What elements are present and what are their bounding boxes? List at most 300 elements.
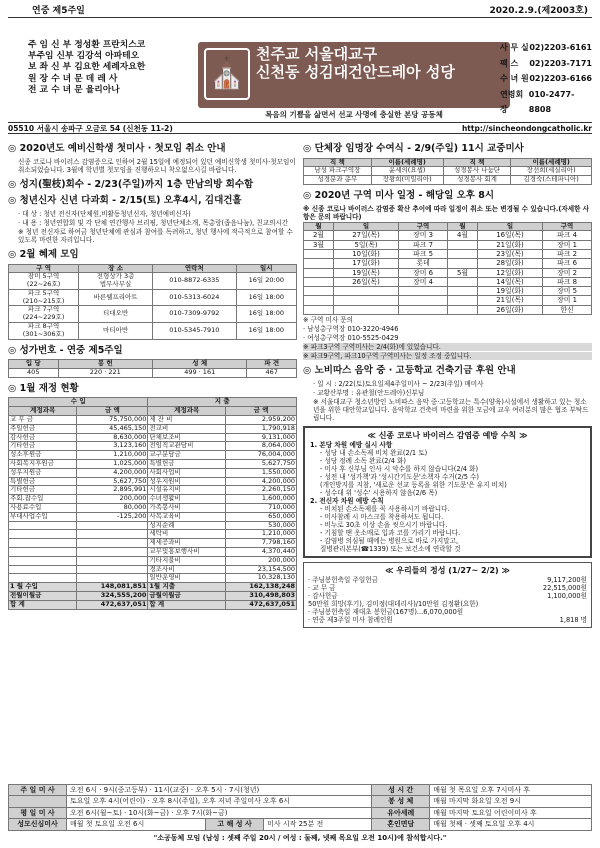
- cell: 010-7309-9792: [153, 306, 237, 323]
- cell: 2,260,150: [226, 486, 297, 495]
- table-header: [304, 222, 592, 231]
- contact-value: 010-2477-8808: [528, 89, 575, 114]
- liturgical-date: 연중 제5주일: [32, 6, 85, 16]
- cell: 성우지원금: [9, 468, 77, 477]
- cell: 80,000: [77, 503, 148, 512]
- cell: 장왕희(미밀리아): [371, 176, 443, 185]
- cell: 구역: [543, 222, 592, 231]
- cell: 파크 7: [399, 240, 448, 249]
- cell: 파크 5: [399, 249, 448, 258]
- notice-youth-title: ◎ 청년신자 신년 다과회 - 2/15(토) 오후4시, 김대건홀: [8, 195, 242, 207]
- cell: 28일(화): [477, 259, 542, 268]
- masthead: [8, 40, 592, 122]
- cell: 19일(목): [334, 268, 399, 277]
- schedule-label: 평 일 미 사: [9, 807, 67, 818]
- table-row: [9, 547, 297, 556]
- covid-line: - 기침할 땐 옷소매로 입과 코를 가리기 바랍니다.: [320, 528, 461, 537]
- cell: 전교비: [148, 424, 226, 433]
- cell: 성우지원비: [148, 477, 226, 486]
- cell: 1월 지출: [148, 583, 226, 592]
- cell: 계정과목: [9, 407, 77, 416]
- schedule-label: 주 일 미 사: [9, 785, 67, 796]
- cell: 전형상가 3층 법무사무실: [79, 273, 153, 290]
- cell: 파크 8구역 (301~306호): [9, 323, 79, 340]
- cell: 성경분과 총무: [304, 176, 372, 185]
- cell: 마티아반: [79, 323, 153, 340]
- cell: 금월이월금: [148, 591, 226, 600]
- table-row: [9, 503, 297, 512]
- cell: 계정과목: [148, 407, 226, 416]
- offering-row: [308, 600, 587, 608]
- issue-date: 2020.2.9.(제2003호): [489, 6, 588, 16]
- schedule-row: [9, 807, 592, 818]
- covid-line: - 미사 후 신부님 인사 시 악수를 하지 않습니다(2/4 화): [320, 464, 479, 473]
- cell: 472,637,051: [226, 600, 297, 609]
- youth-line: · 대 상 : 청년 전신자(단체원,비활동청년신자, 청년예비신자): [18, 209, 191, 218]
- table-row: [9, 273, 297, 290]
- visit-note: ※ 신종 코로나 바이러스 감염증 확산 추이에 따라 일정이 취소 또는 변경될 수 있습니다.(자세한 사항은 문의 바랍니다): [303, 204, 590, 221]
- cell: 장미 5: [543, 287, 592, 296]
- offering-value: 22,515,000원: [542, 583, 587, 592]
- notice-youth-body: [8, 210, 297, 244]
- table-row: [304, 176, 592, 185]
- cell: 75,750,000: [77, 416, 148, 425]
- visit-contact-line: · 여성총구역장 010-5525-0429: [303, 334, 399, 342]
- cell: 16일 18:00: [236, 323, 296, 340]
- concert-line: · 교황산부명 : 유관철(안드레아)신부님: [313, 388, 425, 397]
- cell: 장미 4: [399, 277, 448, 286]
- cell: 봉 헌: [58, 360, 152, 369]
- offering-value: 1,818 명: [559, 615, 587, 624]
- covid-line: (개인방지를 지참, '새로운 선교 등록을 위한 기도문'은 유지 비치): [320, 480, 507, 489]
- offering-value: 9,117,200원: [547, 575, 587, 584]
- cell: 파크 5구역 (210~215호): [9, 289, 79, 306]
- cell: 가족봉사비: [148, 503, 226, 512]
- cell: 1 월 수입: [9, 583, 77, 592]
- contact-label: 사 무 실: [500, 43, 529, 52]
- cell: 직 책: [304, 158, 372, 167]
- table-row: [9, 556, 297, 565]
- cell: 16일 20:00: [236, 273, 296, 290]
- cell: 21일(목): [477, 296, 542, 305]
- cell: 14일(목): [477, 277, 542, 286]
- cell: [304, 268, 334, 277]
- cell: 일시: [236, 264, 296, 273]
- cell: 4,370,440: [226, 547, 297, 556]
- cell: 5,627,750: [77, 477, 148, 486]
- cell: 010-8872-6335: [153, 273, 237, 290]
- cell: 19일(화): [477, 287, 542, 296]
- cell: 사회사업비: [148, 468, 226, 477]
- footer-note: "소공동체 모임 (남성 : 셋째 주일 20시 / 여성 : 둘째, 넷째 목요일 오전 10시)에 참석합시다.": [153, 834, 447, 842]
- cell: 특별헌금: [148, 460, 226, 469]
- cell: 17일(화): [334, 259, 399, 268]
- cell: 010-5345-7910: [153, 323, 237, 340]
- covid-section2-list: [310, 505, 585, 553]
- address-bar: [8, 122, 592, 134]
- schedule-label: 유아세례: [372, 807, 430, 818]
- cell: 9,131,000: [226, 433, 297, 442]
- schedule-text: 매월 마지막 화요일 오전 9시: [430, 796, 592, 807]
- offering-label: 50만원 희망(후기), 김미정(대데리사)/10만원 김정환(요한): [308, 599, 479, 608]
- cell: 성경봉사 회계: [443, 176, 511, 185]
- cell: 일반운영비: [148, 574, 226, 583]
- cell: 파크 2: [543, 249, 592, 258]
- schedule-row: [9, 819, 592, 830]
- table-row: [9, 512, 297, 521]
- cell: [77, 530, 148, 539]
- contact-value: 02)2203-6166: [529, 74, 592, 83]
- covid-line: - 성당 내 손소독제 비치 완료(2/1 토): [320, 448, 428, 457]
- cell: -125,200: [77, 512, 148, 521]
- cell: 324,555,200: [77, 591, 148, 600]
- offering-label: · 주님봉헌축일 재대초 봉헌금(167명)...6,070,000원: [308, 607, 464, 616]
- cell: 1,790,918: [226, 424, 297, 433]
- cell: [304, 259, 334, 268]
- contact-list: [500, 40, 592, 118]
- cell: 148,081,851: [77, 583, 148, 592]
- cell: 1,210,000: [226, 530, 297, 539]
- visit-contact-line: ※ 구역 미사 문의: [303, 315, 354, 324]
- cell: 1,025,000: [77, 460, 148, 469]
- cell: 윤세의(요셉): [371, 167, 443, 176]
- cell: 16일 18:00: [236, 306, 296, 323]
- cell: 200,000: [77, 495, 148, 504]
- cell: 김경숙(스테파니아): [511, 176, 592, 185]
- cell: 5월: [447, 268, 477, 277]
- covid-section2: 2. 전신자 차원 예방 수칙: [310, 496, 384, 505]
- cell: [77, 556, 148, 565]
- table-row: [9, 306, 297, 323]
- cell: 장선희(세실리아): [511, 167, 592, 176]
- cell: [447, 259, 477, 268]
- cell: 교 무 금: [9, 416, 77, 425]
- hymn-table: [8, 359, 297, 378]
- cell: 기타헌금: [9, 486, 77, 495]
- cell: 제세공과비: [148, 539, 226, 548]
- offering-box: [303, 562, 592, 628]
- contact-item: [500, 56, 592, 72]
- cell: 21일(화): [477, 240, 542, 249]
- table-row: [9, 468, 297, 477]
- cell: 16일(목): [477, 231, 542, 240]
- cell: 2월: [304, 231, 334, 240]
- offering-title: ≪ 우리들의 정성 (1/27~ 2/2) ≫: [385, 566, 510, 576]
- cell: [334, 296, 399, 305]
- table-row: [304, 287, 592, 296]
- schedule-text: 토요일 오후 4시(어린이) · 오후 8시(주일), 오후 저녁 주일미사 오후 6시: [67, 796, 372, 807]
- cell: [304, 249, 334, 258]
- cell: 파크 6: [543, 259, 592, 268]
- cell: [304, 287, 334, 296]
- table-row: [304, 249, 592, 258]
- total-row: [9, 600, 297, 609]
- cell: 499 · 161: [152, 369, 246, 378]
- schedule-text: 매월 첫 토요일 오전 6시: [67, 819, 206, 830]
- cell: 연락처: [153, 264, 237, 273]
- cell: [9, 530, 77, 539]
- cell: 710,000: [226, 503, 297, 512]
- cell: [77, 565, 148, 574]
- cell: 5일(목): [334, 240, 399, 249]
- covid-line: - 성전 내 '성가책'과 '성시간기도문'소책자 수거(2/5 수): [320, 472, 479, 481]
- table-row: [304, 268, 592, 277]
- offering-row: [308, 616, 587, 624]
- notice-palm-title: ◎ 성지(聖枝)회수 - 2/23(주일)까지 1층 만남의방 회수함: [8, 178, 254, 190]
- cell: 이름(세례명): [511, 158, 592, 167]
- cell: 1,210,000: [77, 451, 148, 460]
- cell: 4,200,000: [226, 477, 297, 486]
- cell: [9, 547, 77, 556]
- cell: 한신: [543, 305, 592, 314]
- clergy-item: 주 임 신 부 정성환 프란치스코: [28, 40, 146, 50]
- church-icon: ⛪: [204, 48, 250, 100]
- cell: [399, 305, 448, 314]
- cell: 장 소: [79, 264, 153, 273]
- schedule-label: [9, 796, 67, 807]
- offering-label: · 교 무 금: [308, 583, 336, 592]
- cell: 650,000: [226, 512, 297, 521]
- covid-section1-list: [310, 449, 585, 497]
- right-column: [303, 138, 592, 628]
- parish-motto: 복음의 기쁨을 삶면서 선교 사명에 충실한 본당 공동체: [265, 110, 443, 119]
- notice-seminarian-title: ◎ 2020년도 예비신학생 첫미사 · 첫모임 취소 안내: [8, 143, 226, 154]
- cell: 시설유지비: [148, 486, 226, 495]
- covid-box: [303, 426, 592, 558]
- cell: 76,004,000: [226, 451, 297, 460]
- finance-table: [8, 397, 297, 609]
- cell: 4,200,000: [77, 468, 148, 477]
- cell: 금 액: [226, 407, 297, 416]
- table-row: [304, 296, 592, 305]
- cell: 1,600,000: [226, 495, 297, 504]
- cell: 금 액: [77, 407, 148, 416]
- cell: 장미 3: [399, 231, 448, 240]
- cell: 10,328,130: [226, 574, 297, 583]
- meeting-table: [8, 264, 297, 340]
- youth-line: ※ 청년 전신자로 하여금 청년단체에 관심과 참여를 독려하고, 청년 행사에 적극적으로 참여할 수 있도록 마련한 자리입니다.: [18, 227, 293, 244]
- cell: [9, 521, 77, 530]
- cell: [447, 249, 477, 258]
- cell: 10일(화): [334, 249, 399, 258]
- cell: 롯데: [399, 259, 448, 268]
- cell: 472,637,051: [77, 600, 148, 609]
- cell: [399, 296, 448, 305]
- schedule-label: 혼인면담: [372, 819, 430, 830]
- cell: 수 입: [9, 398, 148, 407]
- contact-value: 02)2203-6161: [529, 43, 592, 52]
- finance-title: ◎ 1월 재정 현황: [8, 382, 79, 394]
- cell: 2,895,991: [77, 486, 148, 495]
- cell: 310,498,803: [226, 591, 297, 600]
- visit-foot-line: ※ 파크3구역 구역미사는 2/4(화)에 있었습니다.: [303, 343, 592, 351]
- cell: 전임직교관담비: [148, 442, 226, 451]
- cell: 부대사업수입: [9, 512, 77, 521]
- visit-footnotes: [303, 316, 592, 360]
- visit-table: [303, 222, 592, 315]
- cell: 구 역: [9, 264, 79, 273]
- cell: 이름(세례명): [371, 158, 443, 167]
- table-row: [9, 369, 297, 378]
- offering-label: · 감사헌금: [308, 591, 338, 600]
- visit-title: ◎ 2020년 구역 미사 일정 - 해당일 오후 8시: [303, 189, 495, 201]
- dedication-table: [303, 158, 592, 185]
- clergy-item: 전 교 수 녀 문 율리아나: [28, 84, 120, 95]
- cell: 교무및홍보행사비: [148, 547, 226, 556]
- parish-title: 천주교 서울대교구 신천동 성김대건안드레아 성당: [256, 45, 455, 81]
- cell: 파크 8: [543, 277, 592, 286]
- cell: 1,550,000: [226, 468, 297, 477]
- cell: 지 출: [148, 398, 297, 407]
- concert-line: ※ 서울대교구 청소년방인 노비따스 음악 중·고등학교는 특수(양육)시설에서 생활하고 있는 청소년을 위한 대안학교입니다. 음악학교 건축비 마련을 위한 모금에 교우 여러분의 많은 협조 부탁드립니다.: [313, 397, 589, 422]
- concert-body: [303, 380, 592, 422]
- cell: 전월이월금: [9, 591, 77, 600]
- visit-foot-line: ※ 파크9구역, 파크10구역 구역미사는 일정 조정 중입니다.: [303, 352, 592, 360]
- cell: 주회.잡수입: [9, 495, 77, 504]
- cell: 200,000: [226, 556, 297, 565]
- notice-seminarian-body: 신종 코로나 바이러스 감염증으로 인하여 2월 15일에 예정되어 있던 예비신학생 첫미사·첫모임이 취소되었습니다. 3월에 학년별 첫모임을 진행하오니 착오없으시길 바랍니다.: [18, 157, 296, 174]
- schedule-text: 미사 시작 25분 전: [264, 819, 372, 830]
- table-row: [9, 424, 297, 433]
- schedule-label: 성 시 간: [372, 785, 430, 796]
- youth-line: · 내 용 : 청년연합회 및 각 단체 연간행사 브리핑, 청년단체소개, 목총랑(좁음나눔), 친교의시간: [18, 218, 289, 227]
- cell: 성 체: [152, 360, 246, 369]
- cell: 합 계: [148, 600, 226, 609]
- cell: 경조사비: [148, 565, 226, 574]
- covid-line: - 성당 정례 소독 완료(2/4 화): [320, 456, 406, 465]
- cell: [77, 539, 148, 548]
- cell: 입 당: [9, 360, 59, 369]
- cell: 직 책: [443, 158, 511, 167]
- table-row: [9, 289, 297, 306]
- cell: 사목교육비: [148, 512, 226, 521]
- cell: 기타헌금: [9, 442, 77, 451]
- schedule-row: [9, 796, 592, 807]
- cell: 주일헌금: [9, 424, 77, 433]
- cell: [9, 556, 77, 565]
- contact-label: 수 녀 원: [500, 74, 529, 83]
- schedule-label: 고 해 성 사: [206, 819, 264, 830]
- cell: 티대오반: [79, 306, 153, 323]
- offering-label: · 연중 제3주일 미사 참례인원: [308, 615, 393, 624]
- cell: 합 계: [9, 600, 77, 609]
- covid-line: - 미사참례 시 마스크를 착용하셔도 됩니다.: [320, 512, 444, 521]
- cell: 기타지불비: [148, 556, 226, 565]
- covid-line: - 감염병 의심될 때에는 병원으로 바로 가지말고,: [320, 536, 459, 545]
- clergy-item: 부주임 신부 김강석 아파테오: [28, 51, 140, 62]
- table-row: [304, 231, 592, 240]
- cell: 16일 18:00: [236, 289, 296, 306]
- cell: [304, 296, 334, 305]
- cell: 수녀생활비: [148, 495, 226, 504]
- bulletin-top-bar: [8, 6, 592, 18]
- cell: 23일(목): [477, 249, 542, 258]
- cell: 26일(화): [477, 305, 542, 314]
- cell: [447, 287, 477, 296]
- schedule-label: 성모신심미사: [9, 819, 67, 830]
- left-column: [8, 138, 297, 610]
- cell: 8,630,000: [77, 433, 148, 442]
- cell: [9, 565, 77, 574]
- contact-label: 팩 스: [500, 58, 519, 68]
- contact-item: [500, 40, 592, 56]
- cell: [77, 547, 148, 556]
- cell: 530,000: [226, 521, 297, 530]
- cell: 구역: [399, 222, 448, 231]
- cell: 4월: [447, 231, 477, 240]
- cell: 27일(목): [334, 231, 399, 240]
- cell: 성소후원금: [9, 451, 77, 460]
- cell: 3,123,160: [77, 442, 148, 451]
- concert-line: · 일 시 : 2/22(토)토요일제4주일미사 ~ 2/23(주일) 매미사: [313, 379, 484, 388]
- dedication-title: ◎ 단체장 임명장 수여식 - 2/9(주일) 11시 교중미사: [303, 143, 524, 154]
- table-row: [304, 277, 592, 286]
- cell: 교구분담금: [148, 451, 226, 460]
- table-row: [9, 460, 297, 469]
- offering-row: [308, 592, 587, 600]
- cell: 세탁비: [148, 530, 226, 539]
- cell: [447, 296, 477, 305]
- website-link[interactable]: http://sincheondongcatholic.kr: [461, 124, 592, 133]
- clergy-item: 원 장 수 녀 문 데 레 사: [28, 73, 118, 84]
- cell: 월: [447, 222, 477, 231]
- table-row: [304, 259, 592, 268]
- parish-banner: [198, 42, 510, 108]
- cell: 일: [477, 222, 542, 231]
- meeting-title: ◎ 2월 혜제 모임: [8, 248, 79, 260]
- offering-list: [308, 576, 587, 624]
- cell: 010-5313-6024: [153, 289, 237, 306]
- cell: 7,798,160: [226, 539, 297, 548]
- cell: 장미 1: [543, 296, 592, 305]
- table-row: [9, 416, 297, 425]
- schedule-text: 매월 마지막 토요일 어린이미사 후: [430, 807, 592, 818]
- covid-line: 질병관리본부(☎1339) 또는 보건소에 연락할 것: [320, 544, 461, 553]
- cell: [304, 277, 334, 286]
- cell: 감사헌금: [9, 433, 77, 442]
- cell: 220 · 221: [58, 369, 152, 378]
- covid-line: - 비누로 30초 이상 손을 씻으시기 바랍니다.: [320, 520, 448, 529]
- cell: 3월: [304, 240, 334, 249]
- covid-line: - 성수대 위 '성수' 시용하지 않음(2/6 목): [320, 488, 438, 497]
- cell: 45,465,150: [77, 424, 148, 433]
- clergy-item: 보 좌 신 부 김요한 세례자요한: [28, 62, 146, 73]
- cell: 26일(목): [334, 277, 399, 286]
- cell: [304, 305, 334, 314]
- cell: 파크 7구역 (224~229호): [9, 306, 79, 323]
- cell: [447, 277, 477, 286]
- table-row: [9, 323, 297, 340]
- covid-section1: 1. 본당 차원 예방 실시 사항: [310, 440, 393, 449]
- cell: 2,959,200: [226, 416, 297, 425]
- cell: 23,154,500: [226, 565, 297, 574]
- schedule-text: 매월 첫째 · 셋째 토요일 오후 4시: [430, 819, 592, 830]
- cell: 단체보조비: [148, 433, 226, 442]
- table-header: [9, 360, 297, 369]
- covid-title: ≪ 신종 코로나 바이러스 감염증 예방 수칙 ≫: [367, 430, 528, 440]
- address: 05510 서울시 송파구 오금로 54 (신천동 11-2): [8, 124, 173, 133]
- cell: [9, 539, 77, 548]
- offering-label: · 주님봉헌축일 주일헌금: [308, 575, 378, 584]
- cell: 바른웰프리아트: [79, 289, 153, 306]
- table-row: [304, 305, 592, 314]
- cell: 월: [304, 222, 334, 231]
- cell: 8,064,000: [226, 442, 297, 451]
- offering-row: [308, 576, 587, 584]
- cell: 사회복지후원금: [9, 460, 77, 469]
- mass-schedule-table: [8, 784, 592, 831]
- cell: 파크 4: [543, 231, 592, 240]
